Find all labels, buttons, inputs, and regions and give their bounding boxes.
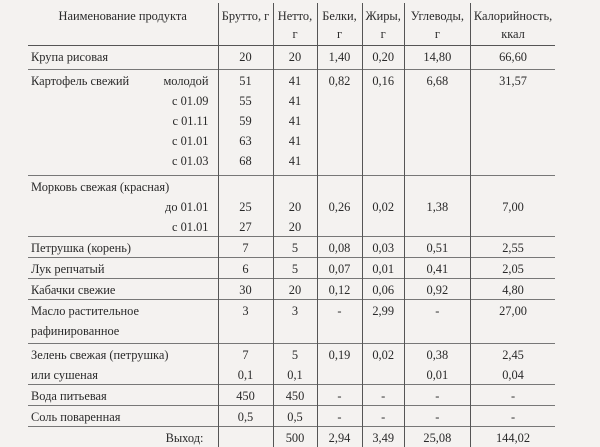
product-variant: до 01.01 bbox=[165, 199, 214, 216]
product-variant: с 01.01 bbox=[172, 133, 214, 150]
header-brutto: Брутто, г bbox=[218, 3, 273, 46]
header-carbs: Углеводы, г bbox=[404, 3, 470, 46]
protein-cell: 0,12 bbox=[317, 279, 362, 300]
kcal-cell: 66,60 bbox=[470, 46, 555, 70]
product-name-cell bbox=[28, 70, 218, 91]
fat-cell: 2,99 bbox=[362, 300, 404, 321]
product-name-cell bbox=[28, 364, 218, 385]
product-name: Картофель свежий bbox=[31, 74, 129, 88]
kcal-cell: - bbox=[470, 406, 555, 427]
product-name-cell bbox=[28, 258, 218, 279]
fat-cell: 0,06 bbox=[362, 279, 404, 300]
protein-cell: - bbox=[317, 406, 362, 427]
total-fat: 3,49 bbox=[362, 427, 404, 447]
brutto-cell: 30 bbox=[218, 279, 273, 300]
netto-cell: 20 bbox=[273, 196, 317, 216]
header-netto: Нетто, г bbox=[273, 3, 317, 46]
fat-cell: - bbox=[362, 406, 404, 427]
brutto-cell: 59 bbox=[218, 110, 273, 130]
brutto-cell: 20 bbox=[218, 46, 273, 70]
table-row bbox=[28, 279, 555, 300]
carbs-cell bbox=[404, 130, 470, 150]
brutto-cell: 0,1 bbox=[218, 364, 273, 385]
kcal-cell bbox=[470, 110, 555, 130]
protein-cell bbox=[317, 216, 362, 237]
total-row bbox=[28, 427, 555, 447]
kcal-cell: 27,00 bbox=[470, 300, 555, 321]
protein-cell bbox=[317, 175, 362, 196]
table-row bbox=[28, 46, 555, 70]
netto-cell bbox=[273, 320, 317, 343]
recipe-table bbox=[28, 3, 555, 447]
product-name: Лук репчатый bbox=[31, 262, 105, 276]
product-name-cell bbox=[28, 196, 218, 216]
carbs-cell: - bbox=[404, 300, 470, 321]
protein-cell: 0,26 bbox=[317, 196, 362, 216]
table-row bbox=[28, 237, 555, 258]
netto-cell: 0,5 bbox=[273, 406, 317, 427]
fat-cell: 0,20 bbox=[362, 46, 404, 70]
brutto-cell: 7 bbox=[218, 343, 273, 364]
kcal-cell bbox=[470, 175, 555, 196]
kcal-cell: 31,57 bbox=[470, 70, 555, 91]
product-variant: молодой bbox=[163, 73, 214, 90]
fat-cell: 0,02 bbox=[362, 196, 404, 216]
table-row bbox=[28, 300, 555, 321]
brutto-cell: 25 bbox=[218, 196, 273, 216]
brutto-cell: 63 bbox=[218, 130, 273, 150]
fat-cell bbox=[362, 175, 404, 196]
carbs-cell: 0,51 bbox=[404, 237, 470, 258]
brutto-cell: 7 bbox=[218, 237, 273, 258]
netto-cell: 5 bbox=[273, 237, 317, 258]
table-row bbox=[28, 364, 555, 385]
table-row bbox=[28, 150, 555, 175]
brutto-cell: 3 bbox=[218, 300, 273, 321]
carbs-cell: 6,68 bbox=[404, 70, 470, 91]
product-name-cell bbox=[28, 130, 218, 150]
fat-cell bbox=[362, 216, 404, 237]
netto-cell: 20 bbox=[273, 279, 317, 300]
netto-cell: 450 bbox=[273, 385, 317, 406]
kcal-cell bbox=[470, 150, 555, 175]
fat-cell bbox=[362, 320, 404, 343]
protein-cell bbox=[317, 130, 362, 150]
carbs-cell bbox=[404, 216, 470, 237]
protein-cell: 0,82 bbox=[317, 70, 362, 91]
carbs-cell: 0,01 bbox=[404, 364, 470, 385]
brutto-cell: 51 bbox=[218, 70, 273, 91]
product-name-cell bbox=[28, 279, 218, 300]
product-name: Кабачки свежие bbox=[31, 283, 115, 297]
product-name: Морковь свежая (красная) bbox=[31, 180, 169, 194]
fat-cell: 0,16 bbox=[362, 70, 404, 91]
product-name: Масло растительное bbox=[31, 304, 139, 318]
kcal-cell: 2,45 bbox=[470, 343, 555, 364]
product-name: Зелень свежая (петрушка) bbox=[31, 348, 168, 362]
fat-cell bbox=[362, 110, 404, 130]
brutto-cell: 55 bbox=[218, 90, 273, 110]
product-name: Соль поваренная bbox=[31, 410, 120, 424]
table-row bbox=[28, 258, 555, 279]
header-protein: Белки, г bbox=[317, 3, 362, 46]
carbs-cell: - bbox=[404, 385, 470, 406]
netto-cell: 41 bbox=[273, 130, 317, 150]
netto-cell: 5 bbox=[273, 258, 317, 279]
kcal-cell: 2,05 bbox=[470, 258, 555, 279]
product-name-cell bbox=[28, 216, 218, 237]
fat-cell bbox=[362, 130, 404, 150]
header-fat: Жиры, г bbox=[362, 3, 404, 46]
netto-cell: 41 bbox=[273, 90, 317, 110]
table-row bbox=[28, 320, 555, 343]
carbs-cell bbox=[404, 175, 470, 196]
brutto-cell: 27 bbox=[218, 216, 273, 237]
protein-cell: 0,08 bbox=[317, 237, 362, 258]
brutto-cell: 0,5 bbox=[218, 406, 273, 427]
kcal-cell: 4,80 bbox=[470, 279, 555, 300]
table-row bbox=[28, 216, 555, 237]
carbs-cell: 1,38 bbox=[404, 196, 470, 216]
kcal-cell: 2,55 bbox=[470, 237, 555, 258]
carbs-cell bbox=[404, 320, 470, 343]
netto-cell: 0,1 bbox=[273, 364, 317, 385]
product-variant: с 01.11 bbox=[172, 113, 214, 130]
brutto-cell bbox=[218, 320, 273, 343]
product-name-cell bbox=[28, 150, 218, 175]
product-variant: с 01.03 bbox=[172, 153, 214, 170]
table-row bbox=[28, 343, 555, 364]
protein-cell bbox=[317, 150, 362, 175]
kcal-cell bbox=[470, 90, 555, 110]
product-name: или сушеная bbox=[31, 368, 98, 382]
table-row bbox=[28, 385, 555, 406]
protein-cell: - bbox=[317, 300, 362, 321]
netto-cell: 3 bbox=[273, 300, 317, 321]
netto-cell: 41 bbox=[273, 70, 317, 91]
product-name-cell bbox=[28, 343, 218, 364]
product-name-cell bbox=[28, 175, 218, 196]
brutto-cell: 6 bbox=[218, 258, 273, 279]
carbs-cell bbox=[404, 110, 470, 130]
header-row bbox=[28, 3, 555, 46]
product-name-cell bbox=[28, 385, 218, 406]
carbs-cell bbox=[404, 150, 470, 175]
product-name: Петрушка (корень) bbox=[31, 241, 131, 255]
kcal-cell bbox=[470, 216, 555, 237]
product-name: Вода питьевая bbox=[31, 389, 107, 403]
protein-cell: 0,19 bbox=[317, 343, 362, 364]
header-product: Наименование продукта bbox=[28, 3, 218, 46]
product-name-cell bbox=[28, 300, 218, 321]
total-label: Выход: bbox=[28, 427, 218, 447]
total-kcal: 144,02 bbox=[470, 427, 555, 447]
carbs-cell: 0,38 bbox=[404, 343, 470, 364]
product-variant: с 01.09 bbox=[172, 93, 214, 110]
fat-cell bbox=[362, 90, 404, 110]
carbs-cell: 0,92 bbox=[404, 279, 470, 300]
protein-cell: - bbox=[317, 385, 362, 406]
netto-cell: 5 bbox=[273, 343, 317, 364]
fat-cell: 0,01 bbox=[362, 258, 404, 279]
kcal-cell: 0,04 bbox=[470, 364, 555, 385]
product-name: рафинированное bbox=[31, 324, 119, 338]
protein-cell bbox=[317, 110, 362, 130]
table-row bbox=[28, 175, 555, 196]
netto-cell: 20 bbox=[273, 46, 317, 70]
netto-cell: 41 bbox=[273, 110, 317, 130]
carbs-cell: 0,41 bbox=[404, 258, 470, 279]
header-kcal: Калорийность, ккал bbox=[470, 3, 555, 46]
brutto-cell bbox=[218, 175, 273, 196]
table-row bbox=[28, 196, 555, 216]
kcal-cell: - bbox=[470, 385, 555, 406]
fat-cell bbox=[362, 364, 404, 385]
carbs-cell: 14,80 bbox=[404, 46, 470, 70]
total-netto: 500 bbox=[273, 427, 317, 447]
netto-cell: 41 bbox=[273, 150, 317, 175]
product-name-cell bbox=[28, 237, 218, 258]
brutto-cell: 68 bbox=[218, 150, 273, 175]
fat-cell bbox=[362, 150, 404, 175]
table-row bbox=[28, 70, 555, 91]
table-row bbox=[28, 130, 555, 150]
kcal-cell bbox=[470, 130, 555, 150]
protein-cell bbox=[317, 90, 362, 110]
product-name-cell bbox=[28, 46, 218, 70]
table-row bbox=[28, 90, 555, 110]
product-name-cell bbox=[28, 320, 218, 343]
carbs-cell bbox=[404, 90, 470, 110]
total-carbs: 25,08 bbox=[404, 427, 470, 447]
brutto-cell: 450 bbox=[218, 385, 273, 406]
protein-cell bbox=[317, 320, 362, 343]
fat-cell: 0,03 bbox=[362, 237, 404, 258]
total-brutto bbox=[218, 427, 273, 447]
fat-cell: - bbox=[362, 385, 404, 406]
kcal-cell bbox=[470, 320, 555, 343]
product-name-cell bbox=[28, 110, 218, 130]
protein-cell bbox=[317, 364, 362, 385]
product-name: Крупа рисовая bbox=[31, 50, 108, 64]
kcal-cell: 7,00 bbox=[470, 196, 555, 216]
carbs-cell: - bbox=[404, 406, 470, 427]
netto-cell bbox=[273, 175, 317, 196]
netto-cell: 20 bbox=[273, 216, 317, 237]
product-variant: с 01.01 bbox=[172, 219, 214, 236]
table-row bbox=[28, 110, 555, 130]
total-protein: 2,94 bbox=[317, 427, 362, 447]
protein-cell: 0,07 bbox=[317, 258, 362, 279]
product-name-cell bbox=[28, 90, 218, 110]
protein-cell: 1,40 bbox=[317, 46, 362, 70]
fat-cell: 0,02 bbox=[362, 343, 404, 364]
